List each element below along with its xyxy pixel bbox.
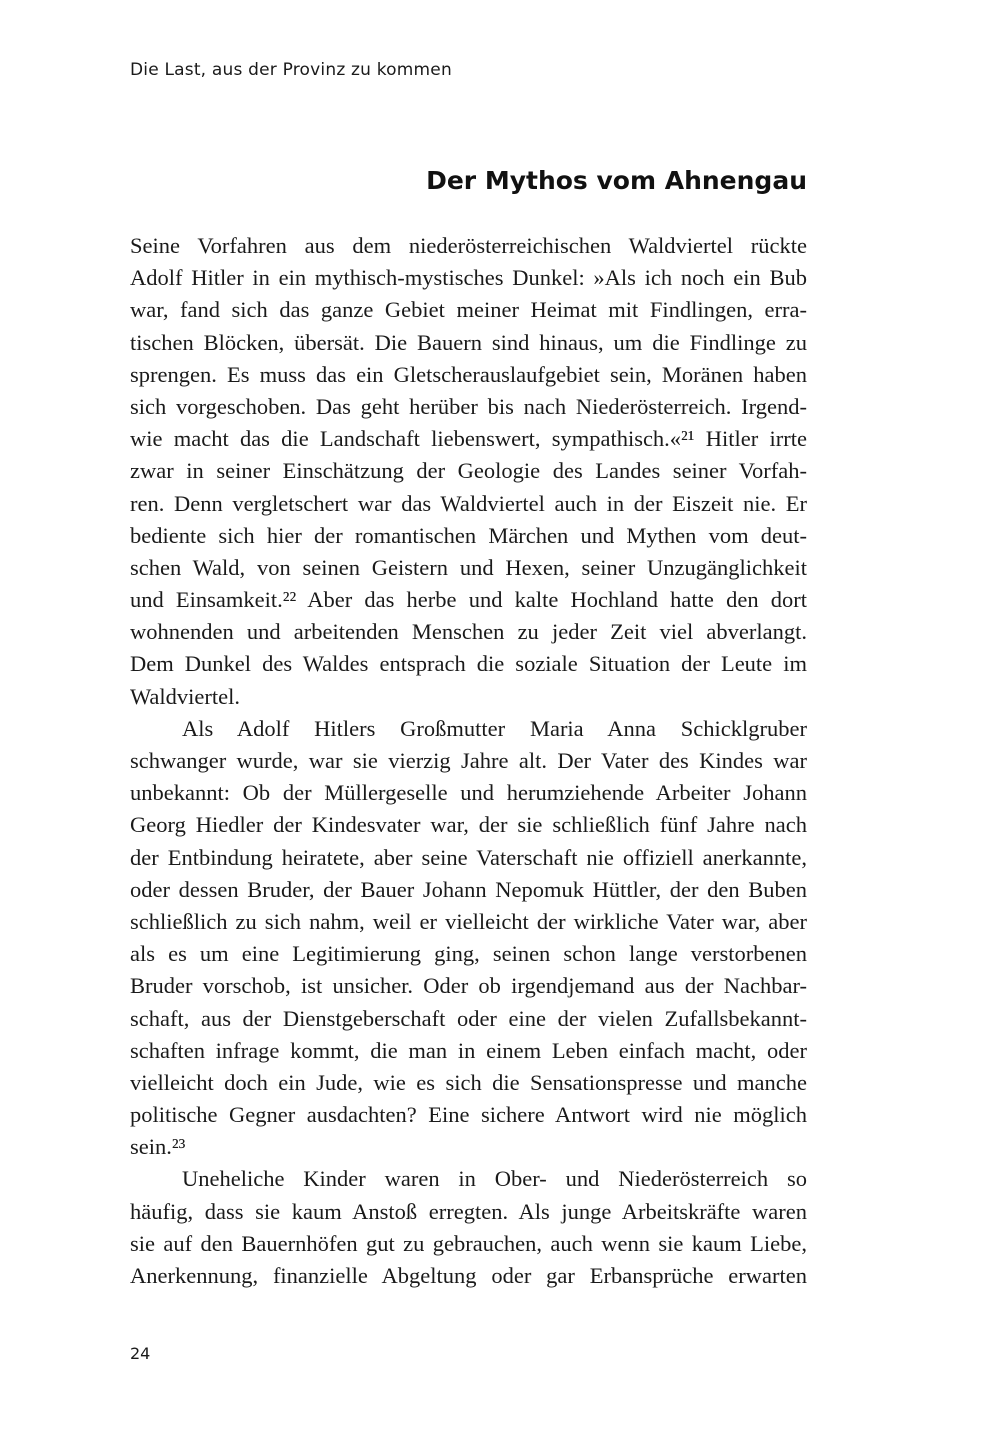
text-line: schaften infrage kommt, die man in einem Leben einfach macht, oder: [130, 1037, 807, 1063]
text-line: Bruder vorschob, ist unsicher. Oder ob irgendjemand aus der Nachbar-: [130, 973, 807, 999]
text-line: vielleicht doch ein Jude, wie es sich die Sensationspresse und manche: [130, 1069, 807, 1095]
text-line: sein.²³: [130, 1134, 186, 1160]
text-line: Adolf Hitler in ein mythisch-mystisches Dunkel: »Als ich noch ein Bub: [130, 265, 807, 291]
page-number: 24: [130, 1344, 151, 1363]
text-line: wohnenden und arbeitenden Menschen zu jeder Zeit viel abverlangt.: [130, 619, 807, 645]
text-line: politische Gegner ausdachten? Eine sichere Antwort wird nie möglich: [130, 1102, 807, 1128]
text-line: und Einsamkeit.²² Aber das herbe und kalte Hochland hatte den dort: [130, 587, 807, 613]
paragraph: [130, 713, 807, 1164]
text-line: Georg Hiedler der Kindesvater war, der sie schließlich fünf Jahre nach: [130, 812, 807, 838]
text-line: sprengen. Es muss das ein Gletscherauslaufgebiet sein, Moränen haben: [130, 361, 807, 387]
text-line: zwar in seiner Einschätzung der Geologie des Landes seiner Vorfah-: [130, 458, 807, 484]
text-line: häufig, dass sie kaum Anstoß erregten. Als junge Arbeitskräfte waren: [130, 1198, 807, 1224]
text-line: sie auf den Bauernhöfen gut zu gebrauchen, auch wenn sie kaum Liebe,: [130, 1230, 807, 1256]
text-line: schaft, aus der Dienstgeberschaft oder eine der vielen Zufallsbekannt-: [130, 1005, 807, 1031]
text-line: bediente sich hier der romantischen Märchen und Mythen vom deut-: [130, 522, 807, 548]
body-text: [130, 230, 807, 1292]
text-line: oder dessen Bruder, der Bauer Johann Nepomuk Hüttler, der den Buben: [130, 876, 807, 902]
paragraph: [130, 230, 807, 713]
text-line: schließlich zu sich nahm, weil er vielleicht der wirkliche Vater war, aber: [130, 908, 807, 934]
text-line: Waldviertel.: [130, 683, 241, 709]
text-line: war, fand sich das ganze Gebiet meiner Heimat mit Findlingen, erra-: [130, 297, 807, 323]
text-line: Dem Dunkel des Waldes entsprach die soziale Situation der Leute im: [130, 651, 807, 677]
text-line: als es um eine Legitimierung ging, seinen schon lange verstorbenen: [130, 941, 807, 967]
text-line: sich vorgeschoben. Das geht herüber bis nach Niederösterreich. Irgend-: [130, 393, 807, 419]
text-line: Als Adolf Hitlers Großmutter Maria Anna Schicklgruber: [182, 715, 807, 741]
text-line: ren. Denn vergletschert war das Waldviertel auch in der Eiszeit nie. Er: [130, 490, 807, 516]
text-line: der Entbindung heiratete, aber seine Vaterschaft nie offiziell anerkannte,: [130, 844, 807, 870]
text-line: Uneheliche Kinder waren in Ober- und Niederösterreich so: [182, 1166, 807, 1192]
running-header: Die Last, aus der Provinz zu kommen: [130, 60, 452, 80]
text-line: schwanger wurde, war sie vierzig Jahre alt. Der Vater des Kindes war: [130, 748, 807, 773]
text-line: wie macht das die Landschaft liebenswert, sympathisch.«²¹ Hitler irrte: [130, 426, 807, 452]
text-line: Anerkennung, finanzielle Abgeltung oder gar Erbansprüche erwarten: [130, 1263, 807, 1288]
text-line: tischen Blöcken, übersät. Die Bauern sind hinaus, um die Findlinge zu: [130, 329, 807, 355]
text-line: unbekannt: Ob der Müllergeselle und herumziehende Arbeiter Johann: [130, 780, 807, 806]
section-title: Der Mythos vom Ahnengau: [426, 166, 807, 195]
text-line: Seine Vorfahren aus dem niederösterreichischen Waldviertel rückte: [130, 233, 807, 258]
paragraph: [130, 1163, 807, 1292]
text-line: schen Wald, von seinen Geistern und Hexen, seiner Unzugänglichkeit: [130, 554, 807, 580]
